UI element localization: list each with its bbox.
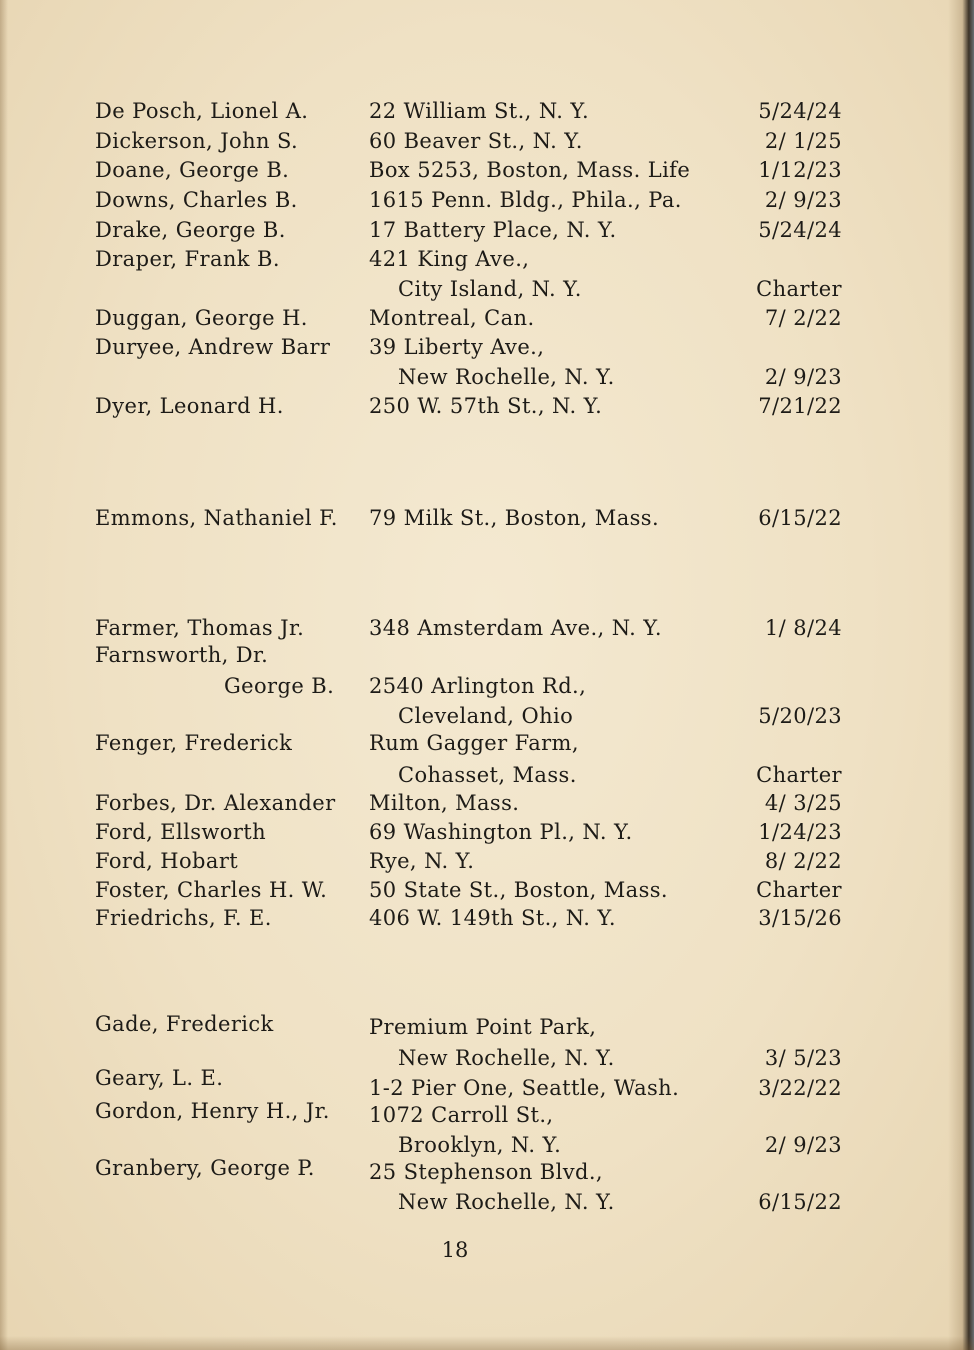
member-address: 60 Beaver St., N. Y.: [369, 129, 583, 153]
member-address: 25 Stephenson Blvd.,: [369, 1160, 603, 1184]
member-date: 2/ 9/23: [764, 365, 842, 389]
directory-entry: [0, 97, 974, 126]
member-name: Drake, George B.: [95, 218, 286, 242]
directory-entry: [0, 1010, 974, 1039]
directory-entry: [0, 789, 974, 818]
member-address: 79 Milk St., Boston, Mass.: [369, 506, 660, 530]
member-address: Rum Gagger Farm,: [369, 731, 579, 755]
member-address: New Rochelle, N. Y.: [398, 1046, 615, 1070]
member-address: 50 State St., Boston, Mass.: [369, 878, 668, 902]
member-address: 1615 Penn. Bldg., Phila., Pa.: [369, 188, 682, 212]
member-name: Draper, Frank B.: [95, 247, 280, 271]
directory-entry: [0, 847, 974, 876]
directory-entry: [0, 641, 974, 670]
member-address: 69 Washington Pl., N. Y.: [369, 820, 633, 844]
directory-entry: [0, 216, 974, 245]
member-date: 1/ 8/24: [764, 616, 842, 640]
member-address: 22 William St., N. Y.: [369, 99, 590, 123]
member-address: 348 Amsterdam Ave., N. Y.: [369, 616, 662, 640]
member-address: Cohasset, Mass.: [398, 763, 577, 787]
member-address: 250 W. 57th St., N. Y.: [369, 394, 603, 418]
directory-entry: [0, 876, 974, 905]
directory-entry: [0, 614, 974, 643]
member-date: 6/15/22: [758, 506, 842, 530]
member-date: 5/24/24: [758, 99, 842, 123]
member-date: 6/15/22: [758, 1190, 842, 1214]
member-name: Gordon, Henry H., Jr.: [95, 1099, 330, 1123]
member-date: 2/ 1/25: [764, 129, 842, 153]
member-address: Cleveland, Ohio: [398, 704, 574, 728]
member-date: Charter: [756, 277, 842, 301]
page-number: 18: [441, 1238, 469, 1262]
member-address: Box 5253, Boston, Mass. Life: [369, 158, 691, 182]
member-date: 8/ 2/22: [764, 849, 842, 873]
member-name: Ford, Ellsworth: [95, 820, 267, 844]
member-name: Forbes, Dr. Alexander: [95, 791, 336, 815]
directory-entry-continuation: [0, 672, 974, 701]
member-name: Dickerson, John S.: [95, 129, 299, 153]
member-address: 2540 Arlington Rd.,: [369, 674, 587, 698]
member-address: Premium Point Park,: [369, 1015, 597, 1039]
member-address: New Rochelle, N. Y.: [398, 1190, 615, 1214]
member-name: Farmer, Thomas Jr.: [95, 616, 305, 640]
member-date: 3/15/26: [758, 906, 842, 930]
member-address: Brooklyn, N. Y.: [398, 1133, 562, 1157]
member-date: Charter: [756, 878, 842, 902]
member-name: Duggan, George H.: [95, 306, 308, 330]
member-address: City Island, N. Y.: [398, 277, 582, 301]
directory-entry: [0, 1101, 974, 1130]
member-date: 7/ 2/22: [764, 306, 842, 330]
member-address: 421 King Ave.,: [369, 247, 530, 271]
member-name: Gade, Frederick: [95, 1012, 274, 1036]
member-name: Granbery, George P.: [95, 1156, 315, 1180]
member-name: Farnsworth, Dr.: [95, 643, 269, 667]
member-name: Dyer, Leonard H.: [95, 394, 284, 418]
directory-entry-continuation: [0, 275, 974, 304]
member-date: 3/ 5/23: [764, 1046, 842, 1070]
directory-entry: [0, 904, 974, 933]
member-date: 1/12/23: [758, 158, 842, 182]
member-address: 39 Liberty Ave.,: [369, 335, 545, 359]
member-date: 4/ 3/25: [764, 791, 842, 815]
member-name: Duryee, Andrew Barr: [95, 335, 331, 359]
directory-entry-continuation: [0, 761, 974, 790]
directory-entry: [0, 186, 974, 215]
member-date: 7/21/22: [758, 394, 842, 418]
directory-entry: [0, 333, 974, 362]
member-address: 406 W. 149th St., N. Y.: [369, 906, 617, 930]
page-bottom-shadow: [0, 1336, 974, 1350]
member-name: Emmons, Nathaniel F.: [95, 506, 338, 530]
directory-entry: [0, 1066, 974, 1100]
member-name: Ford, Hobart: [95, 849, 239, 873]
member-name: Friedrichs, F. E.: [95, 906, 272, 930]
member-address: 17 Battery Place, N. Y.: [369, 218, 617, 242]
directory-entry: [0, 1158, 974, 1187]
directory-entry: [0, 127, 974, 156]
member-date: 2/ 9/23: [764, 1133, 842, 1157]
member-date: 2/ 9/23: [764, 188, 842, 212]
member-address: New Rochelle, N. Y.: [398, 365, 615, 389]
member-date: 1/24/23: [758, 820, 842, 844]
member-address: 1072 Carroll St.,: [369, 1103, 554, 1127]
member-name: Foster, Charles H. W.: [95, 878, 328, 902]
member-name: George B.: [224, 674, 335, 698]
directory-entry: [0, 729, 974, 758]
member-address: Montreal, Can.: [369, 306, 535, 330]
member-address: Rye, N. Y.: [369, 849, 475, 873]
member-address: Milton, Mass.: [369, 791, 520, 815]
member-date: 5/20/23: [758, 704, 842, 728]
member-date: Charter: [756, 763, 842, 787]
member-address: 1-2 Pier One, Seattle, Wash.: [369, 1076, 680, 1100]
member-date: 5/24/24: [758, 218, 842, 242]
directory-entry: [0, 245, 974, 274]
directory-entry: [0, 304, 974, 333]
member-name: Fenger, Frederick: [95, 731, 293, 755]
member-name: Doane, George B.: [95, 158, 290, 182]
directory-entry-continuation: [0, 1188, 974, 1217]
directory-entry: [0, 504, 974, 533]
directory-entry-continuation: [0, 702, 974, 731]
directory-entry: [0, 156, 974, 185]
member-name: De Posch, Lionel A.: [95, 99, 309, 123]
directory-entry-continuation: [0, 363, 974, 392]
member-name: Downs, Charles B.: [95, 188, 298, 212]
member-date: 3/22/22: [758, 1076, 842, 1100]
directory-entry: [0, 392, 974, 421]
directory-entry: [0, 818, 974, 847]
member-name: Geary, L. E.: [95, 1066, 224, 1090]
